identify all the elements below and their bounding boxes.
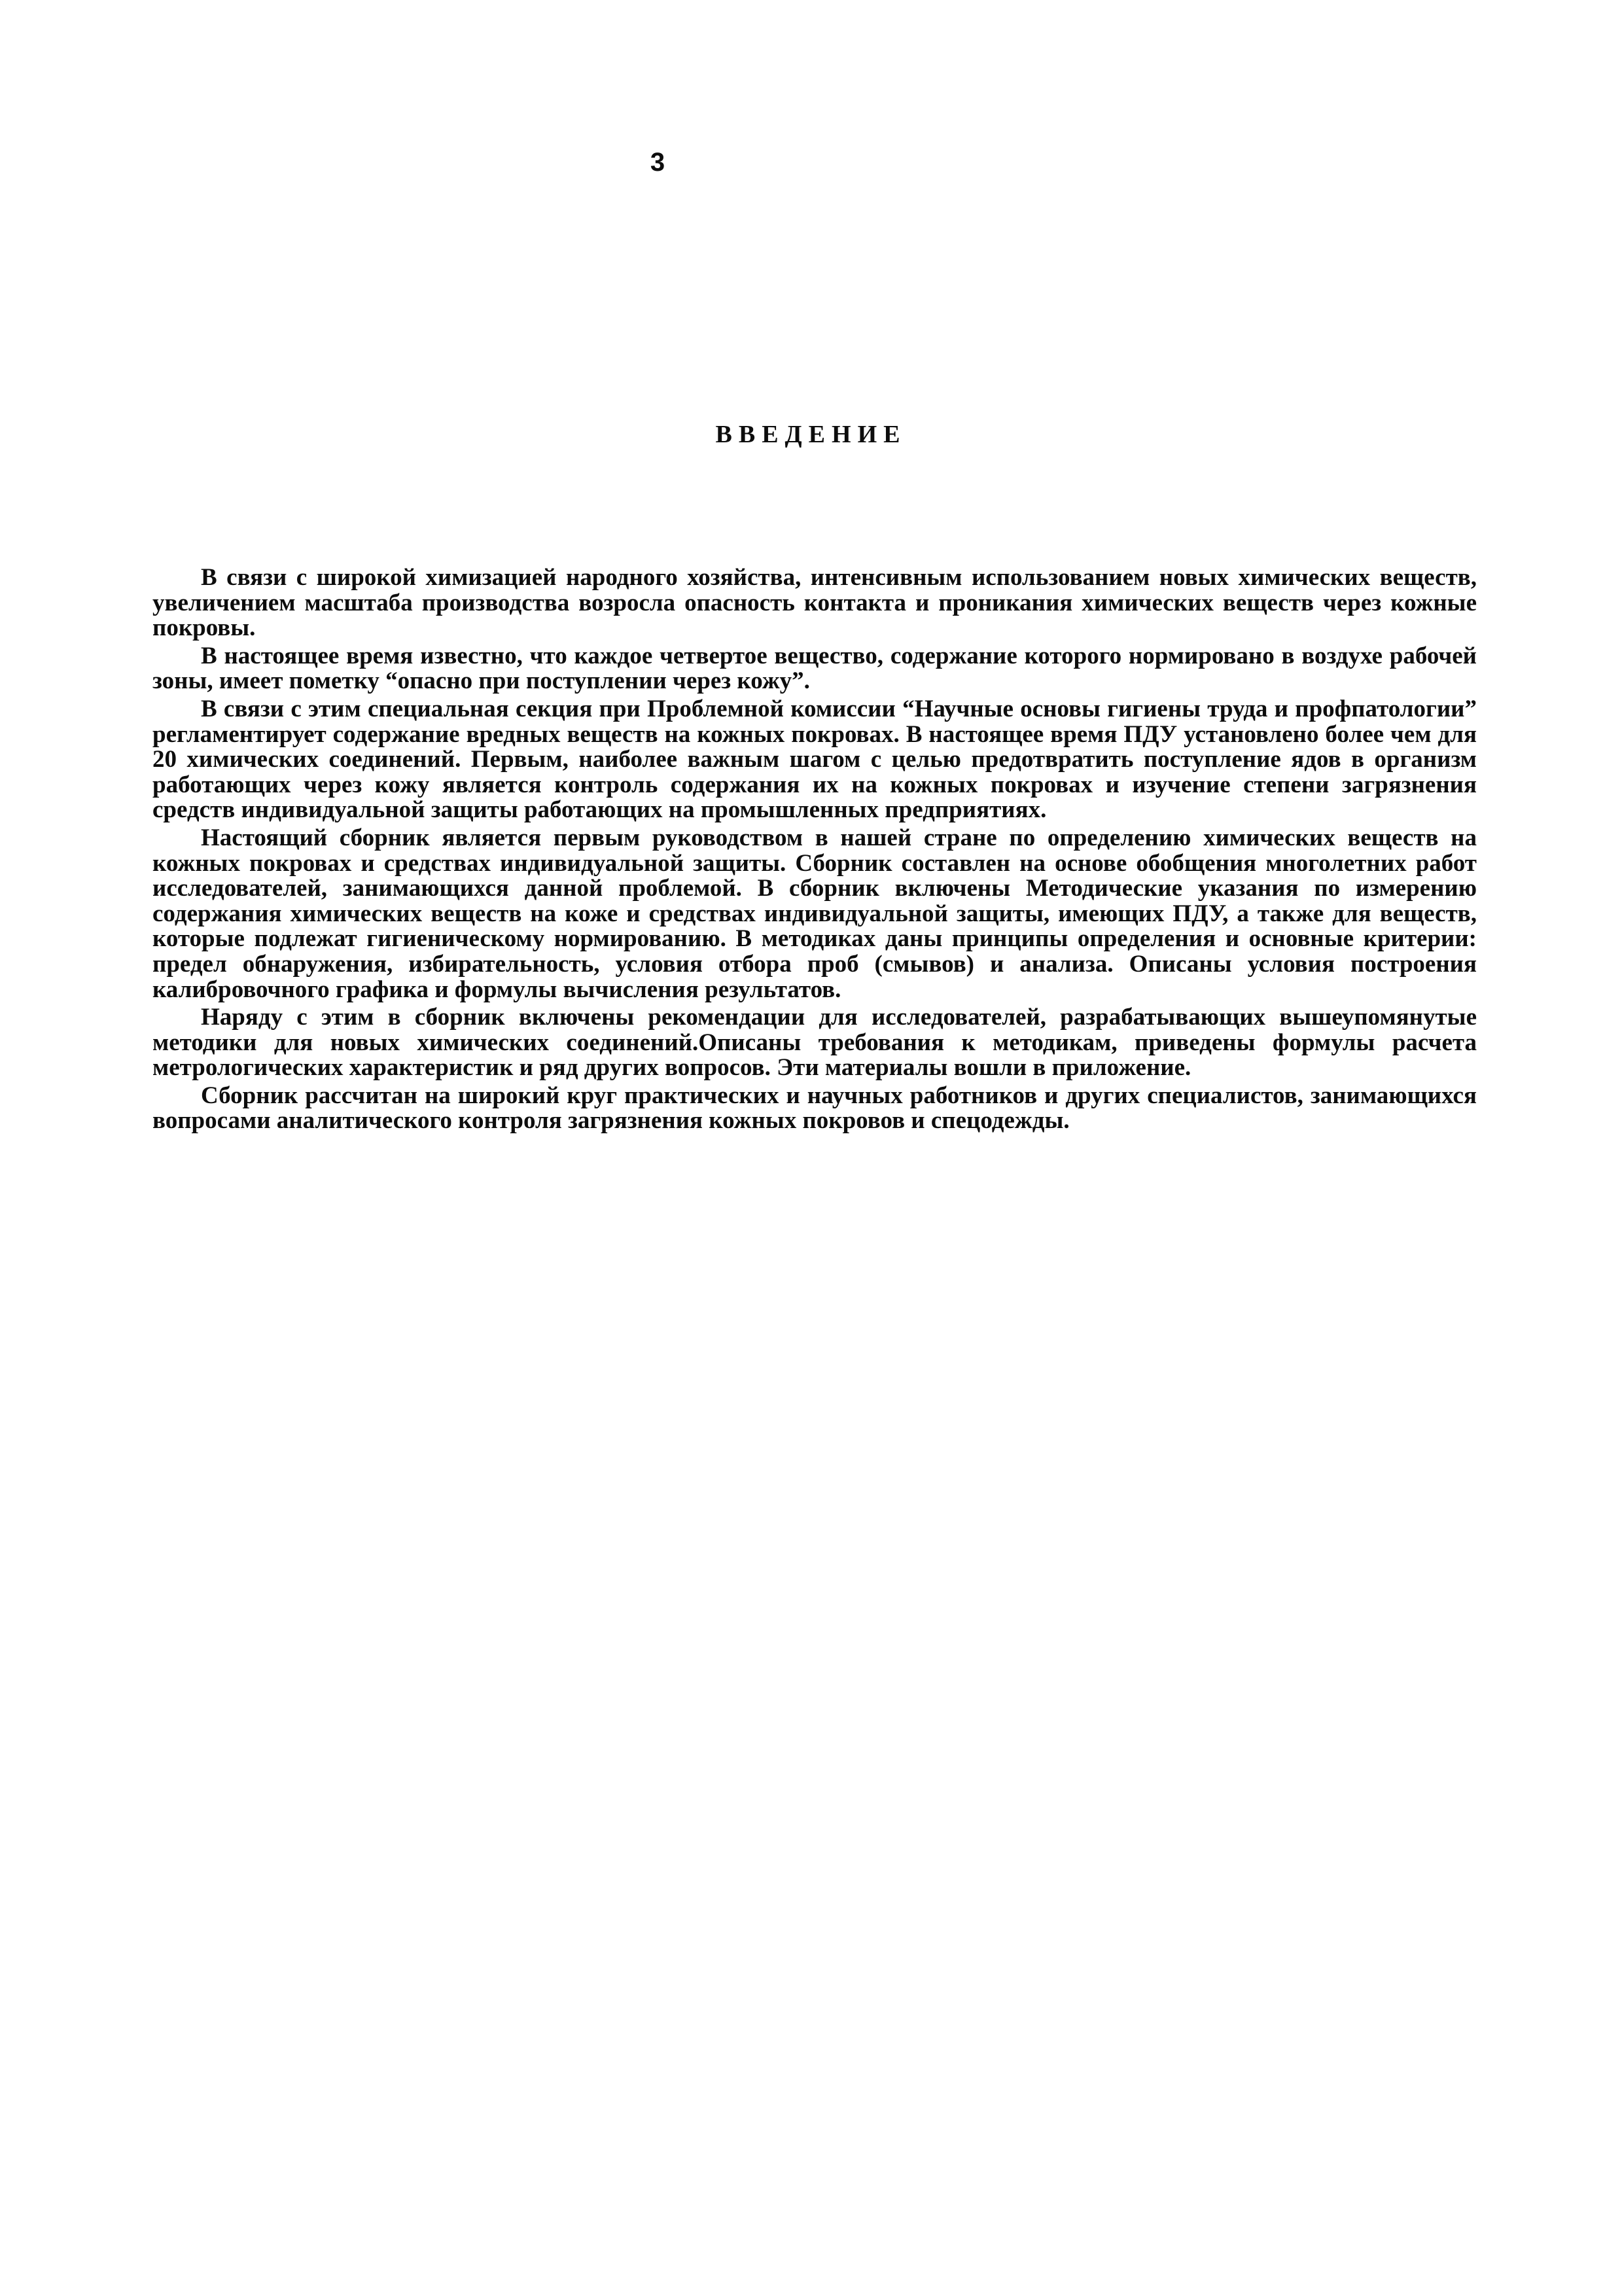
page-number: 3	[650, 148, 665, 177]
section-title: ВВЕДЕНИЕ	[715, 421, 907, 448]
paragraph: Настоящий сборник является первым руководством в нашей стране по определению химических веществ на кожных покровах и средствах индивидуальной защиты. Сборник составлен на основе обобщения многолетних работ исследователей, занимающихся данной проблемой. В сборник включены Методические указания по измерению содержания химических веществ на коже и средствах индивидуальной защиты, имеющих ПДУ, а также для веществ, которые подлежат гигиеническому нормированию. В методиках даны принципы определения и основные критерии: предел обнаружения, избирательность, условия отбора проб (смывов) и анализа. Описаны условия построения калибровочного графика и формулы вычисления результатов.	[152, 824, 1477, 1003]
body-text	[152, 565, 1477, 1137]
paragraph: В настоящее время известно, что каждое четвертое вещество, содержание которого нормировано в воздухе рабочей зоны, имеет пометку “опасно при поступлении через кожу”.	[152, 642, 1477, 695]
paragraph: Наряду с этим в сборник включены рекомендации для исследователей, разрабатывающих вышеупомянутые методики для новых химических соединений.Описаны требования к методикам, приведены формулы расчета метрологических характеристик и ряд других вопросов. Эти материалы вошли в приложение.	[152, 1004, 1477, 1082]
paragraph: В связи с этим специальная секция при Проблемной комиссии “Научные основы гигиены труда и профпатологии” регламентирует содержание вредных веществ на кожных покровах. В настоящее время ПДУ установлено более чем для 20 химических соединений. Первым, наиболее важным шагом с целью предотвратить поступление ядов в организм работающих через кожу является контроль содержания их на кожных покровах и изучение степени загрязнения средств индивидуальной защиты работающих на промышленных предприятиях.	[152, 695, 1477, 824]
paragraph: Сборник рассчитан на широкий круг практических и научных работников и других специалистов, занимающихся вопросами аналитического контроля загрязнения кожных покровов и спецодежды.	[152, 1082, 1477, 1135]
paragraph: В связи с широкой химизацией народного хозяйства, интенсивным использованием новых химических веществ, увеличением масштаба производства возросла опасность контакта и проникания химических веществ через кожные покровы.	[152, 564, 1477, 642]
